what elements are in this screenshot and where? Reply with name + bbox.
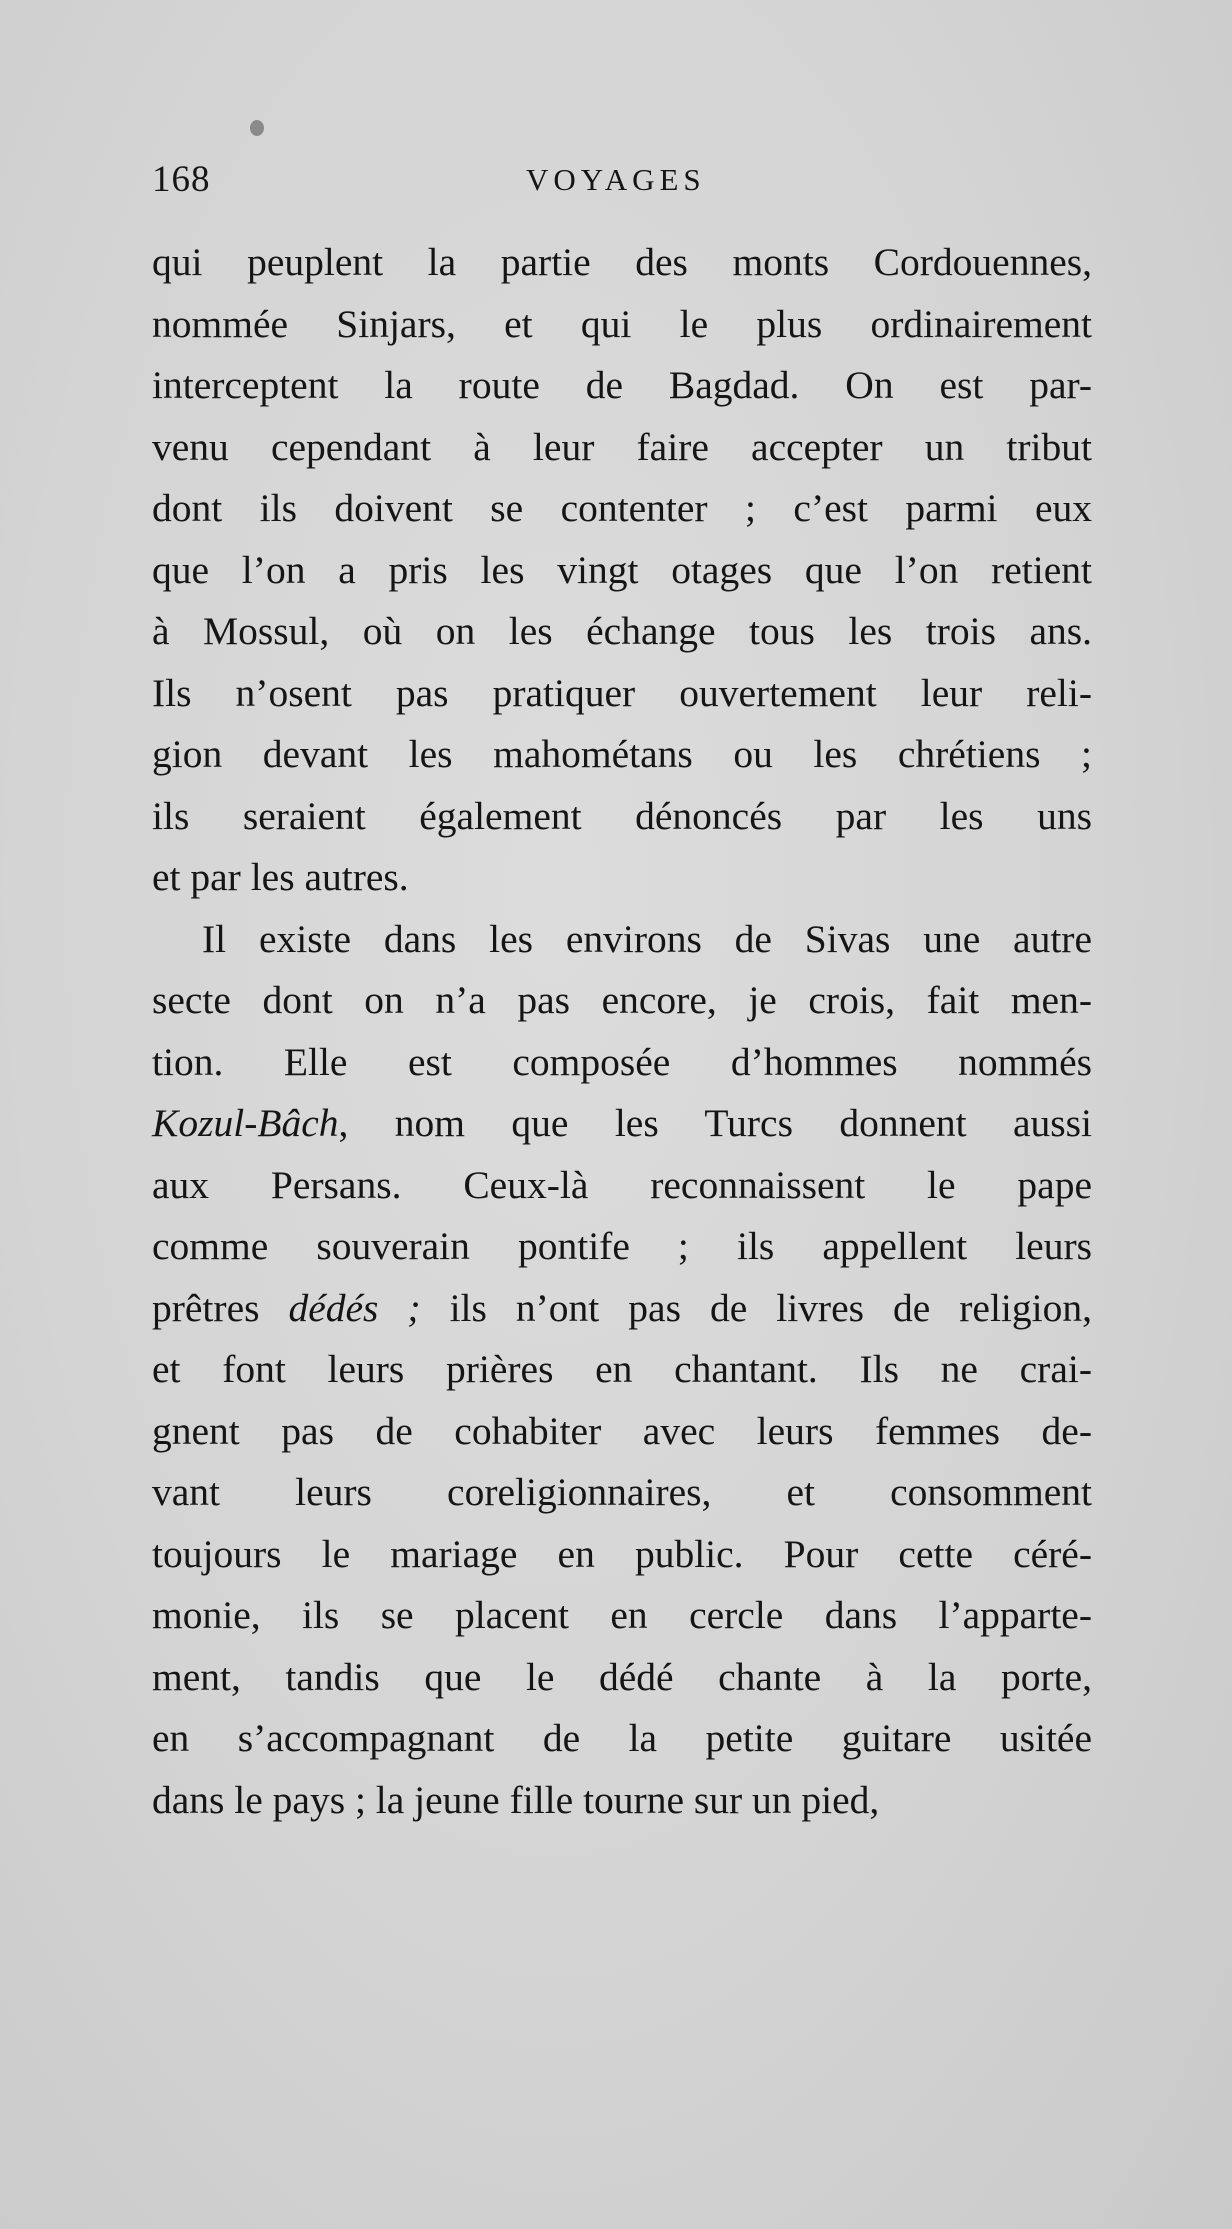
text-segment: dans le pays ; la jeune fille tourne sur un pied, [152,1777,880,1822]
page-header [152,158,1100,218]
text-line [152,1216,1092,1278]
text-segment: monie, ils se placent en cercle dans l’apparte- [152,1593,1092,1637]
text-segment: ment, tandis que le dédé chante à la porte, [152,1654,1092,1699]
text-line [152,847,1092,909]
page-number: 168 [152,159,211,200]
text-segment: Il existe dans les environs de Sivas une autre [202,916,1092,961]
text-segment: venu cependant à leur faire accepter un tribut [152,424,1092,469]
italic-term: Kozul-Bâch [152,1101,339,1145]
text-segment: gnent pas de cohabiter avec leurs femmes de- [152,1408,1092,1453]
text-segment: dont ils doivent se contenter ; c’est parmi eux [152,486,1092,530]
running-head: VOYAGES [526,162,706,197]
text-segment: , nom que les Turcs donnent aussi [338,1101,1092,1145]
text-line [152,1093,1092,1155]
text-line [152,786,1092,848]
text-segment: et par les autres. [152,855,409,899]
text-segment: que l’on a pris les vingt otages que l’on retient [152,547,1092,592]
text-segment: secte dont on n’a pas encore, je crois, fait men- [152,978,1092,1022]
text-line [152,1524,1092,1586]
text-line [152,970,1092,1032]
text-line [152,909,1092,971]
text-line [152,1032,1092,1094]
text-line [152,1462,1092,1524]
text-line [152,232,1092,294]
text-line [152,1708,1092,1770]
text-segment: ils seraient également dénoncés par les uns [152,793,1092,838]
text-segment: toujours le mariage en public. Pour cette céré- [152,1531,1092,1576]
text-segment: nommée Sinjars, et qui le plus ordinairement [152,301,1092,346]
text-line [152,1339,1092,1401]
ink-spot [250,120,264,136]
text-line [152,540,1092,602]
text-segment: et font leurs prières en chantant. Ils ne crai- [152,1347,1092,1391]
text-line [152,601,1092,663]
text-line [152,1585,1092,1647]
text-line [152,294,1092,356]
text-line [152,724,1092,786]
text-segment: à Mossul, où on les échange tous les trois ans. [152,609,1092,653]
text-line [152,1401,1092,1463]
text-line [152,417,1092,479]
text-segment: en s’accompagnant de la petite guitare usitée [152,1716,1092,1760]
text-segment: gion devant les mahométans ou les chrétiens ; [152,732,1092,776]
text-segment: comme souverain pontife ; ils appellent leurs [152,1224,1092,1268]
text-segment: ils n’ont pas de livres de religion, [420,1285,1092,1330]
body-text [152,232,1092,1831]
text-line [152,1770,1092,1832]
text-line [152,1155,1092,1217]
text-line [152,663,1092,725]
text-segment: prêtres [152,1285,289,1330]
text-line [152,1647,1092,1709]
italic-term: dédés ; [288,1285,421,1330]
text-segment: vant leurs coreligionnaires, et consomment [152,1470,1092,1514]
text-line [152,478,1092,540]
text-segment: aux Persans. Ceux-là reconnaissent le pape [152,1162,1092,1207]
text-segment: qui peuplent la partie des monts Cordouennes, [152,240,1092,284]
text-segment: Ils n’osent pas pratiquer ouvertement leur reli- [152,670,1092,715]
text-segment: interceptent la route de Bagdad. On est par- [152,363,1092,407]
text-line [152,355,1092,417]
text-line [152,1278,1092,1340]
text-segment: tion. Elle est composée d’hommes nommés [152,1039,1092,1084]
